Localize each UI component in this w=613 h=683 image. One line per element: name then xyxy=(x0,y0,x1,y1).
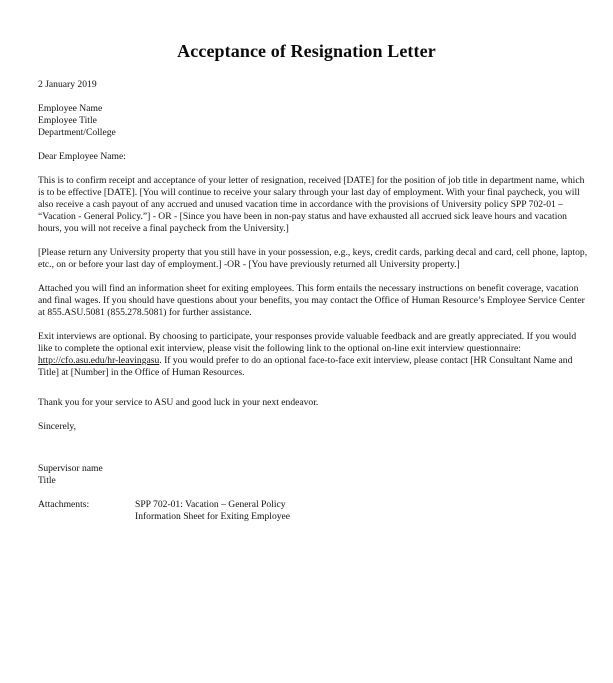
signature-title: Title xyxy=(38,475,56,486)
letter-date: 2 January 2019 xyxy=(38,79,97,90)
paragraph-benefits-info: Attached you will find an information sheet for exiting employees. This form entails the necessary instructions on benefit coverage, vacation and final wages. If you should have questions about your benefits, you may contact the Office of Human Resource’s Employee Service Center at 855.ASU.5081 (855.278.5081) for further assistance. xyxy=(38,283,585,318)
paragraph-property-return: [Please return any University property that you still have in your possession, e.g., keys, credit cards, parking decal and card, cell phone, laptop, etc., on or before your last day of employment.] -OR - [You have previously returned all University property.] xyxy=(38,247,588,270)
exit-interview-text-before: Exit interviews are optional. By choosing to participate, your responses provide valuable feedback and are greatly appreciated. If you would like to complete the optional exit interview, please visit the following link to the optional on-line exit interview questionnaire: xyxy=(38,331,577,354)
recipient-name: Employee Name xyxy=(38,103,103,114)
letter-body xyxy=(38,79,590,523)
attachment-item: SPP 702-01: Vacation – General Policy xyxy=(135,499,286,510)
recipient-department: Department/College xyxy=(38,127,116,138)
recipient-title: Employee Title xyxy=(38,115,97,126)
closing: Sincerely, xyxy=(38,421,77,432)
exit-interview-link[interactable]: http://cfo.asu.edu/hr-leavingasu xyxy=(38,355,160,366)
document-title: Acceptance of Resignation Letter xyxy=(177,41,436,61)
signature-name: Supervisor name xyxy=(38,463,103,474)
attachments-list xyxy=(135,499,290,523)
attachments-section xyxy=(38,499,590,523)
paragraph-confirmation: This is to confirm receipt and acceptance of your letter of resignation, received [DATE] for the position of job title in department name, which is to be effective [DATE]. [You will continue to receive your salary through your last day of employment. With your final paycheck, you will also receive a cash payout of any accrued and unused vacation time in accordance with the provisions of University policy SPP 702-01 – “Vacation - General Policy.”] - OR - [Since you have been in non-pay status and have exhausted all accrued sick leave hours and vacation hours, you will not receive a final paycheck from the University.] xyxy=(38,175,585,234)
signature-block xyxy=(38,463,590,487)
paragraph-exit-interview xyxy=(38,331,590,379)
attachments-label: Attachments: xyxy=(38,499,90,510)
salutation: Dear Employee Name: xyxy=(38,151,126,162)
paragraph-thank-you: Thank you for your service to ASU and good luck in your next endeavor. xyxy=(38,397,319,408)
recipient-block xyxy=(38,103,590,139)
exit-interview-text-after: . If you would prefer to do an optional face-to-face exit interview, please contact [HR Consultant Name and Title] at [Number] in the Office of Human Resources. xyxy=(38,355,573,378)
attachment-item: Information Sheet for Exiting Employee xyxy=(135,511,291,522)
